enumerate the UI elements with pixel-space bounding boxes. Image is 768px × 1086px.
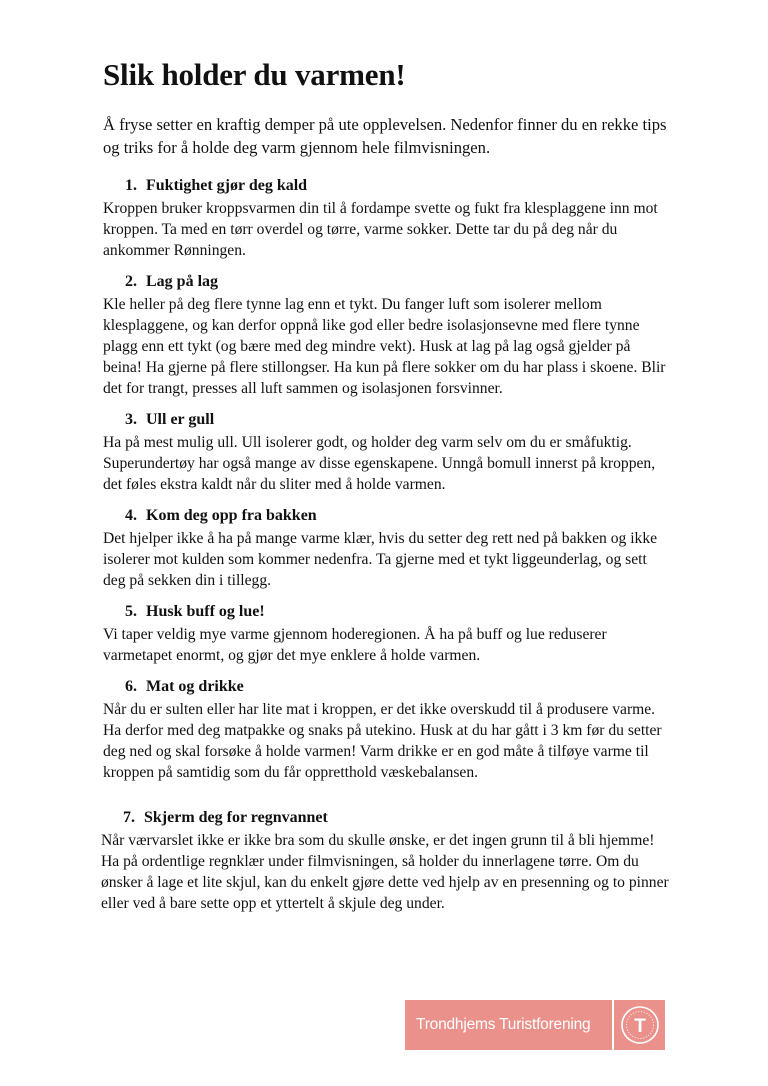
section-heading [125,272,673,292]
section-title: Ull er gull [146,411,215,428]
section-heading [125,677,673,697]
section-body: Når værvarslet ikke er ikke bra som du skulle ønske, er det ingen grunn til å bli hjemme! Ha på ordentlige regnklær under filmvisningen, så holder du innerlagene tørre. Om du ønsker å lage et lite skjul, kan du enkelt gjøre dette ved hjelp av en presenning og to pinner eller ved å bare sette opp et yttertelt å skjule deg under. [101,832,669,912]
section-heading [123,808,671,828]
section-heading [125,506,673,526]
section-number: 4. [125,507,137,524]
section-body: Ha på mest mulig ull. Ull isolerer godt, og holder deg varm selv om du er småfuktig. Superundertøy har også mange av disse egenskapene. Unngå bomull innerst på kroppen, det føles ekstra kaldt når du sliter med å holde varmen. [103,434,656,493]
section-body: Kle heller på deg flere tynne lag enn et tykt. Du fanger luft som isolerer mellom klesplaggene, og kan derfor oppnå like god eller bedre isolasjonsevne med flere tynne plagg enn ett tykt (og bære med deg mindre vekt). Husk at lag på lag også gjelder på beina! Ha gjerne på flere stillongser. Ha kun på flere sokker om du har plass i skoene. Blir det for trangt, presses all luft sammen og isolasjonen forsvinner. [103,296,666,397]
section-5 [103,602,673,666]
section-title: Skjerm deg for regnvannet [144,809,328,826]
section-body: Kroppen bruker kroppsvarmen din til å fordampe svette og fukt fra klesplaggene inn mot kroppen. Ta med en tørr overdel og tørre, varme sokker. Dette tar du på deg når du ankommer Rønningen. [103,200,658,259]
section-4 [103,506,673,591]
page-title: Slik holder du varmen! [103,57,406,92]
document-page [101,56,673,912]
section-heading [125,176,673,196]
section-2 [103,272,673,399]
section-1 [103,176,673,261]
section-number: 5. [125,603,137,620]
emblem-letter: T [633,1016,646,1037]
section-title: Kom deg opp fra bakken [146,507,317,524]
section-body: Når du er sulten eller har lite mat i kroppen, er det ikke overskudd til å produsere varme. Ha derfor med deg matpakke og snaks på utekino. Husk at du har gått i 3 km før du setter deg ned og skal forsøke å holde varmen! Varm drikke er en god måte å tilføye varme til kroppen på samtidig som du får oppretthold væskebalansen. [103,701,662,781]
section-number: 1. [125,177,137,194]
logo-name: Trondhjems Turistforening [416,1016,591,1033]
section-number: 2. [125,273,137,290]
intro-paragraph: Å fryse setter en kraftig demper på ute opplevelsen. Nedenfor finner du en rekke tips og triks for å holde deg varm gjennom hele filmvisningen. [103,115,667,157]
section-heading [125,410,673,430]
section-title: Fuktighet gjør deg kald [146,177,308,194]
section-6 [103,677,673,783]
section-7 [101,808,671,914]
section-title: Lag på lag [146,273,219,290]
section-number: 6. [125,678,137,695]
section-heading [125,602,673,622]
section-3 [103,410,673,495]
section-body: Det hjelper ikke å ha på mange varme klær, hvis du setter deg rett ned på bakken og ikke isolerer mot kulden som kommer nedenfra. Ta gjerne med et tykt liggeunderlag, og sett deg på sekken din i tillegg. [103,530,658,589]
section-title: Husk buff og lue! [146,603,265,620]
section-body: Vi taper veldig mye varme gjennom hoderegionen. Å ha på buff og lue reduserer varmetapet enormt, og gjør det mye enklere å holde varmen. [103,626,607,664]
section-number: 3. [125,411,137,428]
trondhjems-turistforening-logo [405,1000,665,1050]
dnt-t-emblem-icon [614,1005,665,1045]
section-number: 7. [123,809,135,826]
section-title: Mat og drikke [146,678,244,695]
